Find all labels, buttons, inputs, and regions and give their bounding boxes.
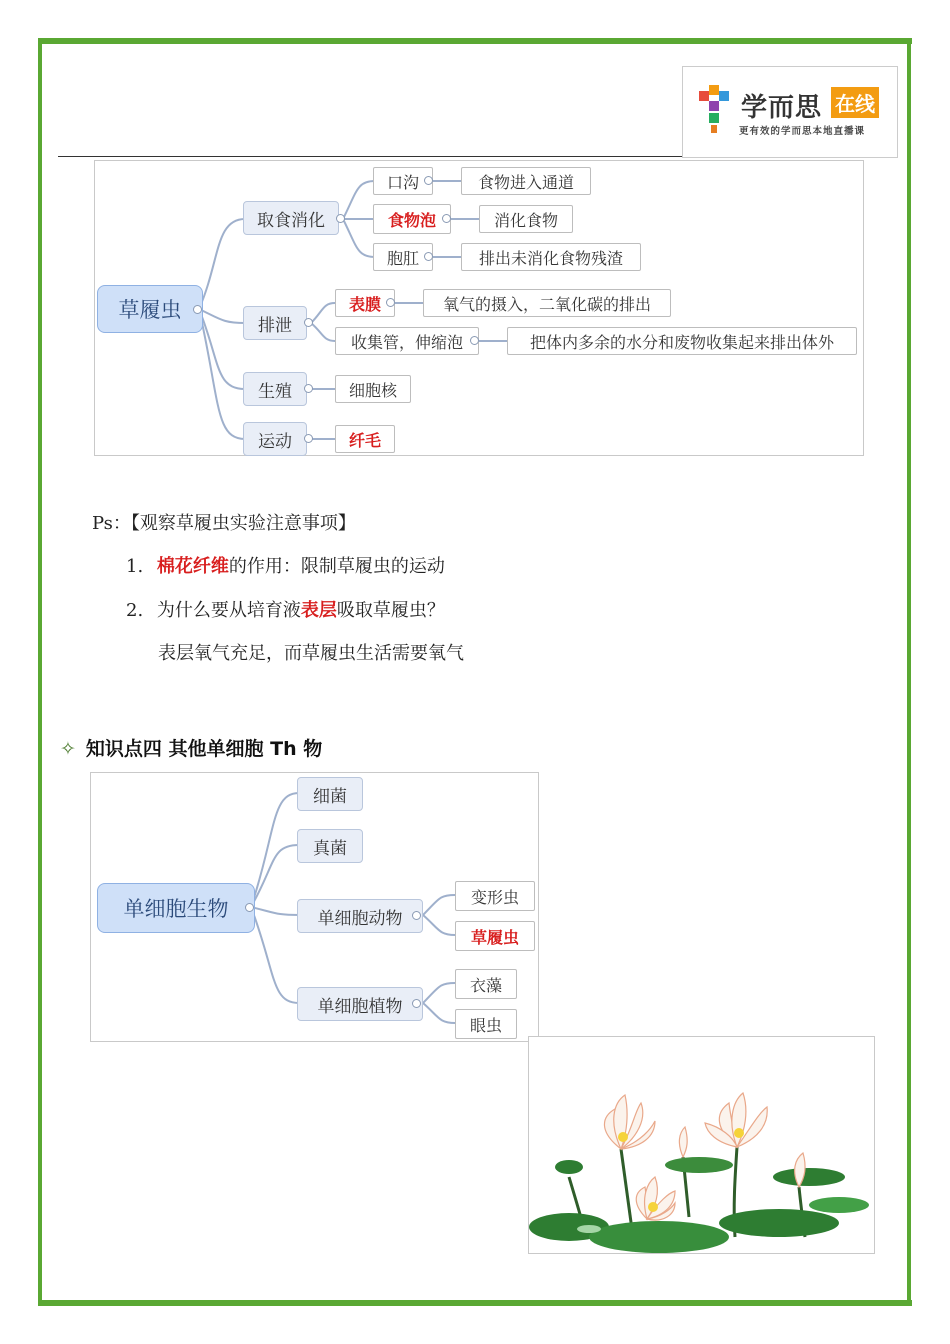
- star-icon: ✧: [60, 738, 76, 760]
- brand-logo: [682, 66, 898, 158]
- desc-water-removal: 把体内多余的水分和废物收集起来排出体外: [507, 327, 857, 355]
- ps-title: Ps：【观察草履虫实验注意事项】: [92, 513, 356, 534]
- node-chlamydomonas: 衣藻: [455, 969, 517, 999]
- node-nucleus: 细胞核: [335, 375, 411, 403]
- item-text: 的作用：限制草履虫的运动: [228, 556, 445, 577]
- node-euglena: 眼虫: [455, 1009, 517, 1039]
- ps-item-1: [126, 552, 445, 578]
- lotus-image: [529, 1037, 874, 1253]
- item-number: 2.: [126, 600, 144, 621]
- paramecium-mindmap: [94, 160, 864, 456]
- logo-icon: [695, 83, 735, 137]
- collapse-icon[interactable]: [193, 305, 202, 314]
- item-text: 为什么要从培育液: [156, 600, 301, 621]
- lotus-illustration: [528, 1036, 875, 1254]
- unicellular-mindmap: [90, 772, 539, 1042]
- page-border-top: [38, 38, 912, 44]
- collapse-icon[interactable]: [470, 336, 479, 345]
- root-node-unicellular: 单细胞生物: [97, 883, 255, 933]
- item-number: 1.: [126, 556, 144, 577]
- collapse-icon[interactable]: [412, 911, 421, 920]
- desc-digest-food: 消化食物: [479, 205, 573, 233]
- branch-unicellular-plants: 单细胞植物: [297, 987, 423, 1021]
- highlight-cotton-fiber: 棉花纤维: [156, 556, 229, 577]
- desc-expel-waste: 排出未消化食物残渣: [461, 243, 641, 271]
- branch-excretion: 排泄: [243, 306, 307, 340]
- logo-slogan: 更有效的学而思本地直播课: [739, 126, 866, 137]
- node-amoeba: 变形虫: [455, 881, 535, 911]
- node-paramecium: 草履虫: [455, 921, 535, 951]
- collapse-icon[interactable]: [442, 214, 451, 223]
- branch-movement: 运动: [243, 422, 307, 456]
- highlight-surface-layer: 表层: [300, 600, 337, 621]
- collapse-icon[interactable]: [304, 384, 313, 393]
- collapse-icon[interactable]: [245, 903, 254, 912]
- branch-unicellular-animals: 单细胞动物: [297, 899, 423, 933]
- section-heading: [60, 734, 322, 761]
- collapse-icon[interactable]: [424, 252, 433, 261]
- desc-food-entry: 食物进入通道: [461, 167, 591, 195]
- root-node-paramecium: 草履虫: [97, 285, 203, 333]
- ps-item-2: [126, 596, 445, 622]
- collapse-icon[interactable]: [386, 298, 395, 307]
- node-pellicle: 表膜: [335, 289, 395, 317]
- branch-reproduction: 生殖: [243, 372, 307, 406]
- logo-badge: 在线: [831, 87, 879, 118]
- branch-bacteria: 细菌: [297, 777, 363, 811]
- item-text: 吸取草履虫？: [336, 600, 445, 621]
- collapse-icon[interactable]: [336, 214, 345, 223]
- node-contractile-vacuole: 收集管，伸缩泡: [335, 327, 479, 355]
- collapse-icon[interactable]: [424, 176, 433, 185]
- node-anal-pore: 胞肛: [373, 243, 433, 271]
- collapse-icon[interactable]: [412, 999, 421, 1008]
- page-border-bottom: [38, 1300, 912, 1306]
- page-border-right: [907, 38, 911, 1306]
- node-food-vacuole: 食物泡: [373, 204, 451, 234]
- section-title: 知识点四 其他单细胞 Th 物: [85, 738, 323, 760]
- desc-gas-exchange: 氧气的摄入，二氧化碳的排出: [423, 289, 671, 317]
- branch-fungi: 真菌: [297, 829, 363, 863]
- page-border-left: [38, 38, 42, 1306]
- collapse-icon[interactable]: [304, 434, 313, 443]
- node-cilia: 纤毛: [335, 425, 395, 453]
- logo-name: 学而思: [741, 93, 823, 123]
- branch-feeding: 取食消化: [243, 201, 339, 235]
- ps-answer: 表层氧气充足，而草履虫生活需要氧气: [158, 643, 464, 664]
- collapse-icon[interactable]: [304, 318, 313, 327]
- node-oral-groove: 口沟: [373, 167, 433, 195]
